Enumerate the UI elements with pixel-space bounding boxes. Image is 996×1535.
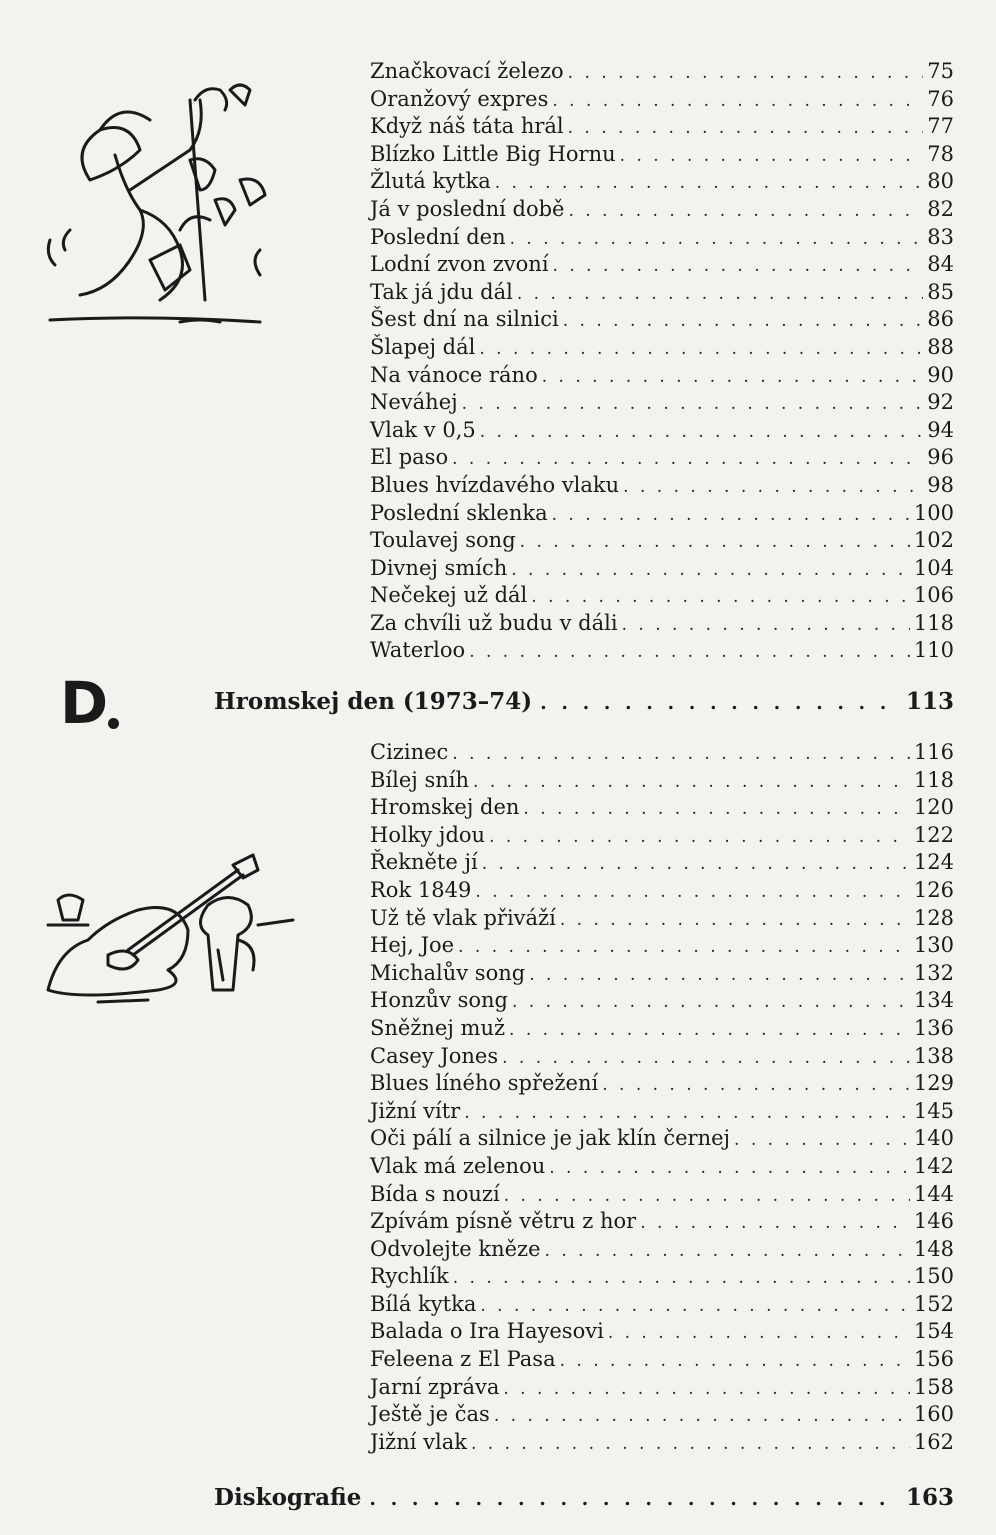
toc-entry[interactable] xyxy=(370,555,954,583)
entry-page-number: 144 xyxy=(913,1181,954,1206)
leader-dots xyxy=(552,502,910,530)
leader-dots xyxy=(489,824,910,852)
entry-page-number: 146 xyxy=(913,1209,954,1234)
leader-dots xyxy=(503,1376,910,1404)
entry-title: Poslední sklenka xyxy=(370,500,548,525)
entry-title: Casey Jones xyxy=(370,1043,499,1068)
entry-page-number: 132 xyxy=(913,960,954,985)
entry-title: Za chvíli už budu v dáli xyxy=(370,610,618,635)
toc-entry[interactable] xyxy=(370,877,954,905)
leader-dots xyxy=(529,962,910,990)
toc-entry[interactable] xyxy=(370,334,954,362)
leader-dots xyxy=(510,226,924,254)
entry-page-number: 106 xyxy=(913,583,954,608)
entry-page-number: 129 xyxy=(913,1071,954,1096)
toc-entry[interactable] xyxy=(370,113,954,141)
entry-title: Oči pálí a silnice je jak klín černej xyxy=(370,1126,731,1151)
section-title: Hromskej den (1973–74) xyxy=(214,688,533,715)
toc-entry[interactable] xyxy=(370,168,954,196)
leader-dots xyxy=(560,907,910,935)
entry-title: Cizinec xyxy=(370,740,449,764)
entry-page-number: 126 xyxy=(913,877,954,902)
leader-dots xyxy=(475,879,910,907)
entry-page-number: 124 xyxy=(913,850,954,875)
leader-dots xyxy=(509,1017,910,1045)
leader-dots xyxy=(471,1431,910,1459)
leader-dots xyxy=(464,1100,910,1128)
entry-page-number: 136 xyxy=(913,1015,954,1040)
leader-dots xyxy=(369,1488,900,1510)
entry-title: Blízko Little Big Hornu xyxy=(370,141,616,166)
leader-dots xyxy=(640,1210,910,1238)
toc-entry[interactable] xyxy=(370,960,954,988)
entry-page-number: 118 xyxy=(913,767,954,792)
entry-title: Šlapej dál xyxy=(370,334,476,359)
entry-title: Lodní zvon zvoní xyxy=(370,252,549,277)
entry-page-number: 118 xyxy=(913,610,954,635)
section-page-number: 113 xyxy=(905,688,954,715)
toc-entry[interactable] xyxy=(370,1236,954,1264)
toc-entry[interactable] xyxy=(370,1125,954,1153)
toc-entry[interactable] xyxy=(370,1346,954,1374)
entry-page-number: 88 xyxy=(927,334,954,359)
toc-entry[interactable] xyxy=(370,1291,954,1319)
section-title: Diskografie xyxy=(214,1484,362,1511)
toc-entry[interactable] xyxy=(370,739,954,767)
section-page-number: 163 xyxy=(905,1484,954,1511)
entry-title: Balada o Ira Hayesovi xyxy=(370,1319,604,1344)
leader-dots xyxy=(568,115,924,143)
entry-title: Bílej sníh xyxy=(370,767,470,792)
entry-title: Michalův song xyxy=(370,960,526,985)
leader-dots xyxy=(545,1238,910,1266)
entry-title: Tak já jdu dál xyxy=(370,279,513,304)
toc-list-part-d xyxy=(370,739,954,1456)
entry-page-number: 152 xyxy=(913,1291,954,1316)
leader-dots xyxy=(452,446,923,474)
leader-dots xyxy=(560,1348,910,1376)
leader-dots xyxy=(469,639,910,667)
toc-entry[interactable] xyxy=(370,196,954,224)
entry-page-number: 84 xyxy=(927,252,954,277)
toc-entry[interactable] xyxy=(370,1181,954,1209)
toc-list-part-c xyxy=(370,58,954,665)
toc-entry[interactable] xyxy=(370,362,954,390)
entry-page-number: 138 xyxy=(913,1043,954,1068)
toc-entry[interactable] xyxy=(370,1153,954,1181)
toc-entry[interactable] xyxy=(370,1263,954,1291)
toc-entry[interactable] xyxy=(370,58,954,86)
section-letter: D xyxy=(60,669,109,737)
entry-title: Ještě je čas xyxy=(370,1402,490,1427)
toc-entry[interactable] xyxy=(370,794,954,822)
leader-dots xyxy=(511,557,910,585)
leader-dots xyxy=(622,612,910,640)
entry-page-number: 128 xyxy=(913,905,954,930)
leader-dots xyxy=(549,1155,910,1183)
entry-title: Honzův song xyxy=(370,988,508,1013)
toc-entry[interactable] xyxy=(370,141,954,169)
entry-title: Jižní vítr xyxy=(370,1098,461,1123)
toc-entry[interactable] xyxy=(370,637,954,665)
entry-page-number: 96 xyxy=(927,445,954,470)
leader-dots xyxy=(542,364,924,392)
entry-page-number: 122 xyxy=(913,822,954,847)
entry-page-number: 142 xyxy=(913,1153,954,1178)
leader-dots xyxy=(502,1045,910,1073)
section-heading-d[interactable] xyxy=(214,688,954,715)
entry-title: Rok 1849 xyxy=(370,877,472,902)
entry-title: Vlak v 0,5 xyxy=(370,417,476,442)
leader-dots xyxy=(523,796,909,824)
entry-title: Bída s nouzí xyxy=(370,1181,500,1206)
leader-dots xyxy=(495,170,924,198)
toc-entry[interactable] xyxy=(370,610,954,638)
entry-page-number: 120 xyxy=(913,795,954,820)
entry-page-number: 150 xyxy=(913,1264,954,1289)
cowboy-illustration xyxy=(30,60,330,340)
entry-title: Žlutá kytka xyxy=(370,169,491,194)
toc-entry[interactable] xyxy=(370,472,954,500)
entry-page-number: 80 xyxy=(927,169,954,194)
entry-title: Vlak má zelenou xyxy=(370,1153,546,1178)
toc-entry[interactable] xyxy=(370,1318,954,1346)
entry-title: Blues hvízdavého vlaku xyxy=(370,472,620,497)
entry-page-number: 130 xyxy=(913,933,954,958)
toc-entry[interactable] xyxy=(370,417,954,445)
leader-dots xyxy=(458,934,910,962)
leader-dots xyxy=(517,281,923,309)
entry-page-number: 110 xyxy=(913,638,954,663)
entry-title: Jarní zpráva xyxy=(370,1374,500,1399)
toc-entry[interactable] xyxy=(370,932,954,960)
leader-dots xyxy=(520,529,910,557)
entry-title: Rychlík xyxy=(370,1264,449,1289)
leader-dots xyxy=(620,143,924,171)
leader-dots xyxy=(623,474,923,502)
entry-title: Nečekej už dál xyxy=(370,583,528,608)
entry-title: Už tě vlak přiváží xyxy=(370,905,556,930)
entry-title: Bílá kytka xyxy=(370,1291,477,1316)
leader-dots xyxy=(462,391,924,419)
toc-entry[interactable] xyxy=(370,444,954,472)
entry-page-number: 82 xyxy=(927,196,954,221)
entry-page-number: 104 xyxy=(913,555,954,580)
entry-page-number: 78 xyxy=(927,141,954,166)
leader-dots xyxy=(553,253,924,281)
leader-dots xyxy=(531,584,910,612)
entry-page-number: 145 xyxy=(913,1098,954,1123)
entry-page-number: 75 xyxy=(927,59,954,83)
entry-page-number: 98 xyxy=(927,472,954,497)
toc-entry[interactable] xyxy=(370,767,954,795)
toc-entry[interactable] xyxy=(370,279,954,307)
entry-title: Neváhej xyxy=(370,390,458,415)
entry-title: Holky jdou xyxy=(370,822,486,847)
entry-page-number: 100 xyxy=(913,500,954,525)
toc-entry[interactable] xyxy=(370,1374,954,1402)
toc-entry[interactable] xyxy=(370,86,954,114)
entry-title: Blues líného spřežení xyxy=(370,1071,599,1096)
leader-dots xyxy=(473,769,910,797)
leader-dots xyxy=(734,1127,910,1155)
entry-title: Hromskej den xyxy=(370,795,520,820)
section-heading-diskografie[interactable] xyxy=(214,1484,954,1511)
entry-page-number: 162 xyxy=(913,1429,954,1454)
entry-title: Divnej smích xyxy=(370,555,508,580)
entry-title: Zpívám písně větru z hor xyxy=(370,1209,637,1234)
leader-dots xyxy=(568,60,924,88)
toc-entry[interactable] xyxy=(370,527,954,555)
entry-title: Jižní vlak xyxy=(370,1429,467,1454)
entry-title: Šest dní na silnici xyxy=(370,307,559,332)
toc-entry[interactable] xyxy=(370,822,954,850)
toc-entry[interactable] xyxy=(370,1015,954,1043)
leader-dots xyxy=(602,1072,910,1100)
leader-dots xyxy=(479,336,923,364)
entry-page-number: 86 xyxy=(927,307,954,332)
toc-entry[interactable] xyxy=(370,987,954,1015)
leader-dots xyxy=(480,419,924,447)
entry-title: Když náš táta hrál xyxy=(370,114,564,139)
entry-page-number: 158 xyxy=(913,1374,954,1399)
entry-title: Waterloo xyxy=(370,638,466,663)
leader-dots xyxy=(504,1183,910,1211)
entry-page-number: 102 xyxy=(913,528,954,553)
entry-title: Já v poslední době xyxy=(370,196,565,221)
entry-title: Hej, Joe xyxy=(370,933,455,958)
entry-page-number: 140 xyxy=(913,1126,954,1151)
entry-page-number: 134 xyxy=(913,988,954,1013)
entry-page-number: 116 xyxy=(913,740,954,764)
leader-dots xyxy=(480,1293,910,1321)
toc-entry[interactable] xyxy=(370,1098,954,1126)
leader-dots xyxy=(494,1403,910,1431)
entry-page-number: 85 xyxy=(927,279,954,304)
entry-page-number: 77 xyxy=(927,114,954,139)
entry-title: Na vánoce ráno xyxy=(370,362,538,387)
toc-entry[interactable] xyxy=(370,224,954,252)
toc-entry[interactable] xyxy=(370,1429,954,1457)
entry-title: Toulavej song xyxy=(370,528,516,553)
entry-title: Značkovací železo xyxy=(370,59,564,83)
entry-page-number: 90 xyxy=(927,362,954,387)
entry-page-number: 154 xyxy=(913,1319,954,1344)
leader-dots xyxy=(512,989,910,1017)
leader-dots xyxy=(540,692,900,714)
entry-page-number: 94 xyxy=(927,417,954,442)
leader-dots xyxy=(563,308,924,336)
entry-title: El paso xyxy=(370,445,449,470)
toc-entry[interactable] xyxy=(370,1070,954,1098)
section-letter-dot xyxy=(108,718,119,729)
entry-page-number: 92 xyxy=(927,390,954,415)
guitar-illustration xyxy=(38,850,298,1010)
entry-page-number: 148 xyxy=(913,1236,954,1261)
entry-title: Odvolejte kněze xyxy=(370,1236,541,1261)
entry-page-number: 83 xyxy=(927,224,954,249)
entry-page-number: 76 xyxy=(927,86,954,111)
toc-entry[interactable] xyxy=(370,849,954,877)
entry-page-number: 156 xyxy=(913,1347,954,1372)
toc-entry[interactable] xyxy=(370,582,954,610)
entry-title: Oranžový expres xyxy=(370,86,549,111)
toc-entry[interactable] xyxy=(370,1208,954,1236)
toc-entry[interactable] xyxy=(370,1401,954,1429)
leader-dots xyxy=(552,88,923,116)
entry-title: Feleena z El Pasa xyxy=(370,1347,556,1372)
toc-entry[interactable] xyxy=(370,306,954,334)
leader-dots xyxy=(482,851,910,879)
entry-title: Sněžnej muž xyxy=(370,1015,506,1040)
entry-title: Řekněte jí xyxy=(370,850,478,875)
entry-title: Poslední den xyxy=(370,224,506,249)
leader-dots xyxy=(453,1265,910,1293)
toc-entry[interactable] xyxy=(370,500,954,528)
leader-dots xyxy=(568,198,923,226)
toc-entry[interactable] xyxy=(370,905,954,933)
entry-page-number: 160 xyxy=(913,1402,954,1427)
leader-dots xyxy=(608,1320,910,1348)
leader-dots xyxy=(452,741,910,769)
toc-entry[interactable] xyxy=(370,389,954,417)
toc-entry[interactable] xyxy=(370,251,954,279)
toc-entry[interactable] xyxy=(370,1043,954,1071)
